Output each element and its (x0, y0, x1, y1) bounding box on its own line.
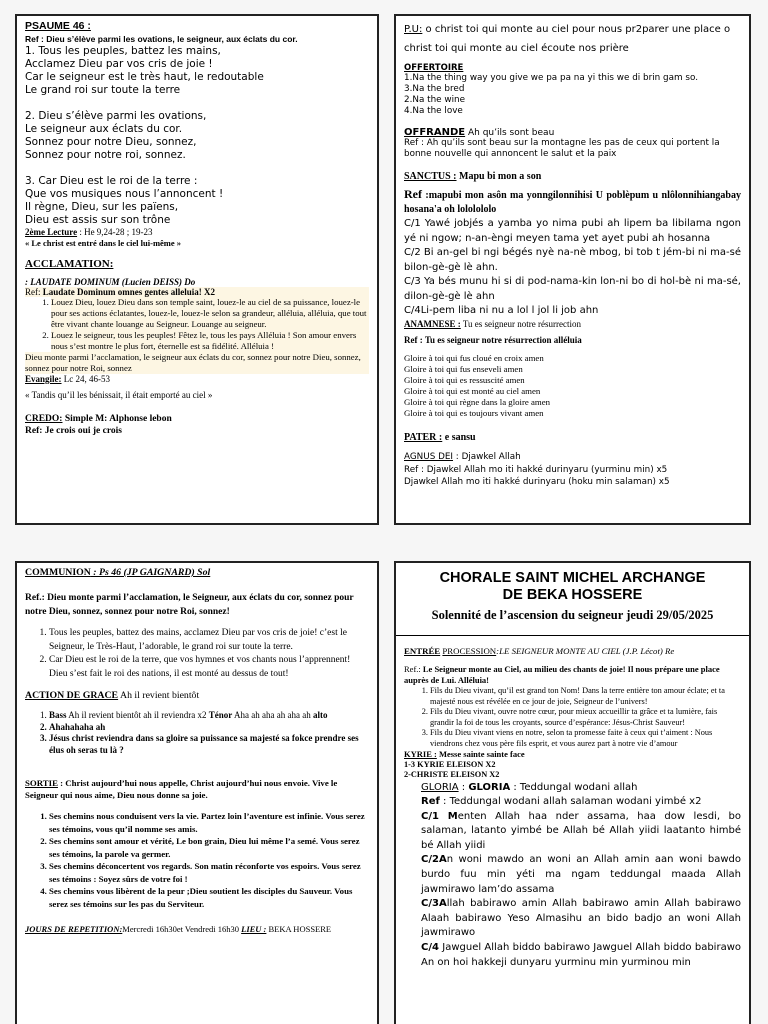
communion-line (25, 567, 369, 578)
list-item: 2.Na the wine (404, 95, 466, 105)
entree-list (404, 686, 741, 749)
couplet: C/2 Bi an-gel bi ngi bégés nyè na-nè mbog, bi tob t jém-bi ni ma-sé bilon-gè-gè lè ahn. (404, 247, 741, 273)
list-item: 1. Tous les peuples, battez des mains, acclamez Dieu par vos cris de joie! c’est le Seigneur, le Très-Haut, l’adorable, le grand roi sur toute la terre. (49, 627, 369, 654)
couplet-text: enten Allah haa nder assama, haa dow lesdi, bo salaman, latanto yimbé be Allah bé Allah yiidi laatanto himbé bé Allah yiidi (421, 810, 741, 851)
verse-line: 2. Dieu s’élève parmi les ovations, (25, 110, 207, 122)
ref-label: Ref.: (404, 664, 423, 674)
offertoire-label: OFFERTOIRE (404, 63, 464, 73)
bold-part: Ténor (208, 710, 233, 720)
lecture-ref: : He 9,24-28 ; 19-23 (77, 227, 153, 237)
couplet: C/3 Ya bés munu hi si di pod-nama-kin lon-ni bo di hol-bè ni ma-sé, dilon-gè-gè lè ahn (404, 276, 741, 302)
psaume-stanza-2 (25, 110, 369, 162)
sortie-label: SORTIE (25, 778, 58, 788)
couplet-label: C/4 (421, 942, 439, 954)
list-item: Gloire à toi qui règne dans la gloire amen (404, 396, 551, 407)
list-item: Gloire à toi qui es ressuscité amen (404, 374, 525, 385)
evangile-quote: « Tandis qu’il les bénissait, il était emporté au ciel » (25, 390, 213, 400)
list-item: 4. Ses chemins vous libèrent de la peur ;Dieu soutient les disciples du Sauveur. Vous serez ses témoins sur les pas du Serviteur. (49, 885, 369, 910)
offrande-ref: Ref : Ah qu’ils sont beau sur la montagne les pas de ceux qui portent la bonne nouvelle qui annoncent le salut et la paix (404, 138, 720, 159)
couplet (421, 941, 741, 970)
panel-pu-offertoire (394, 14, 751, 525)
entree-line (404, 646, 741, 656)
chorale-title-line1: CHORALE SAINT MICHEL ARCHANGE (439, 570, 706, 586)
verse-line: Que vos musiques nous l’annoncent ! (25, 188, 224, 200)
couplet-text: Jawguel Allah biddo babirawo Jawguel Allah biddo babirawo An on hoi hakkeji dunyaru yurminu min yurminou min (421, 942, 741, 968)
kyrie-label: KYRIE : (404, 749, 437, 759)
verse-line: Acclamez Dieu par vos cris de joie ! (25, 58, 213, 70)
kyrie-line-2: 2-CHRISTE ELEISON X2 (404, 770, 500, 779)
couplet: C/1 Yawé jobjés a yamba yo nima pubi ah lipem ba libilama ngon yé ni ngow; n-an-èngi meyen tama yet ayet pubi ah hosanna (404, 218, 741, 244)
list-item: Djawkel Allah mo iti hakké durinyaru (hoku min salaman) x5 (404, 476, 670, 487)
ref-text: Laudate Dominum omnes gentes alleluia! X2 (42, 287, 216, 297)
list-item: 1.Na the thing way you give we pa pa na yi this we di brin gam so. (404, 73, 698, 83)
kyrie-text: Messe sainte sainte face (436, 749, 525, 759)
ref-label: Ref (404, 187, 422, 201)
pater-label: PATER : (404, 431, 443, 443)
verse-line: Il règne, Dieu, sur les païens, (25, 201, 179, 213)
action-line (25, 690, 369, 701)
text-part: Ah il revient bientôt ah il reviendra x2 (66, 710, 209, 720)
bold-part: alto (312, 710, 328, 720)
list-item: Gloire à toi qui est monté au ciel amen (404, 385, 541, 396)
list-item: 3.Na the bred (404, 84, 465, 94)
lecture-line (25, 227, 369, 237)
acclamation-title: ACCLAMATION: (25, 258, 114, 270)
verse-line: 1. Tous les peuples, battez les mains, (25, 45, 221, 57)
communion-ref: Ref.: Dieu monte parmi l’acclamation, le Seigneur, aux éclats du cor, sonnez pour notre Dieu, sonnez, sonnez pour notre Roi, sonnez! (25, 593, 354, 617)
credo-text: Simple M: Alphonse lebon (62, 414, 172, 424)
kyrie-line (404, 749, 741, 760)
pu-text: o christ toi qui monte au ciel pour nous pr2parer une place o christ toi qui monte au ciel écoute nos prière (404, 24, 731, 54)
acclamation-ref (25, 287, 369, 297)
offertoire-list (404, 73, 741, 117)
sortie-text: : Christ aujourd’hui nous appelle, Christ aujourd’hui nous envoie. Vive le Seigneur qui nous aime, Dieu nous donne sa joie. (25, 778, 338, 800)
verse-line: Car le seigneur est le très haut, le redoutable (25, 71, 264, 83)
chorale-subtitle: Solennité de l’ascension du seigneur jeudi 29/05/2025 (431, 608, 714, 622)
gloria-text: : Teddungal wodani allah (510, 781, 638, 793)
sanctus-text: Mapu bi mon a son (456, 171, 542, 182)
list-item: 1. Louez Dieu, louez Dieu dans son temple saint, louez-le au ciel de sa puissance, louez-le pour ses actions éclatantes, louez-le, louez-le selon sa grandeur, alléluia, alléluia, que tout être vivant chante louange au Seigneur. Louange au seigneur. (51, 297, 369, 330)
acclamation-tail: Dieu monte parmi l’acclamation, le seigneur aux éclats du cor, sonnez pour notre Dieu, sonnez, sonnez pour notre Roi, sonnez (25, 352, 369, 374)
psaume-stanza-1 (25, 45, 369, 97)
list-item: 2. Car Dieu est le roi de la terre, que vos hymnes et vos chants nous l’apprennent! Dieu s’est fait le roi des nations, il est monté au dessus de tout! (49, 654, 369, 681)
ref-text: : Teddungal wodani allah salaman wodani yimbé x2 (439, 796, 702, 808)
entree-song: :LE SEIGNEUR MONTE AU CIEL (J.P. Lécot) Re (496, 646, 675, 656)
gloria-line (421, 781, 741, 796)
acclamation-song: : LAUDATE DOMINUM (Lucien DEISS) Do (25, 277, 196, 287)
psaume-stanza-3 (25, 175, 369, 227)
couplet-label: C/1 M (421, 810, 458, 822)
list-item: Ref : Djawkel Allah mo iti hakké durinyaru (yurminu min) x5 (404, 464, 668, 475)
list-item: 1. Ses chemins nous conduisent vers la vie. Partez loin l’aventure est infinie. Vous serez ses témoins, vous qu’il nomme ses amis. (49, 810, 369, 835)
communion-song: : Ps 46 (JP GAIGNARD) Sol (90, 567, 211, 578)
lieu-label: LIEU : (241, 924, 267, 934)
panel-chorale (394, 561, 751, 1024)
ref-label: Ref (421, 796, 440, 808)
ref-text: Le Seigneur monte au Ciel, au milieu des chants de joie! Il nous prépare une place auprès de Lui. Alléluia! (404, 664, 720, 685)
sanctus-ref (404, 187, 741, 217)
offrande-line (404, 127, 741, 138)
panel-communion (15, 561, 379, 1024)
couplet-label: C/3A (421, 898, 447, 910)
list-item: Gloire à toi qui fus enseveli amen (404, 363, 523, 374)
credo-line (25, 414, 369, 424)
credo-label: CREDO: (25, 414, 63, 424)
verse-line: Sonnez pour notre roi, sonnez. (25, 149, 186, 161)
lecture-quote: « Le christ est entré dans le ciel lui-même » (25, 238, 182, 248)
pu-line (404, 20, 741, 58)
anamnese-ref: Ref : Tu es seigneur notre résurrection alléluia (404, 334, 582, 345)
acclamation-list (25, 297, 369, 352)
sanctus-couplets (404, 217, 741, 319)
agnus-text: : Djawkel Allah (453, 451, 521, 462)
action-text: Ah il revient bientôt (118, 690, 200, 701)
list-item (49, 710, 369, 722)
list-item: Gloire à toi qui fus cloué en croix amen (404, 352, 544, 363)
gloria-sep: : (458, 781, 469, 793)
ref-label: Ref: (25, 287, 43, 297)
jours-line (25, 924, 369, 934)
evangile-line (25, 374, 369, 384)
chorale-title-line2: DE BEKA HOSSERE (502, 587, 643, 603)
psaume-title: PSAUME 46 : (25, 20, 91, 32)
list-item: 4.Na the love (404, 106, 463, 116)
jours-text: Mercredi 16h30et Vendredi 16h30 (122, 924, 242, 934)
offrande-text: Ah qu’ils sont beau (465, 128, 555, 138)
couplet (421, 897, 741, 941)
pater-line (404, 432, 741, 443)
pater-text: e sansu (442, 431, 476, 443)
lieu-text: BEKA HOSSERE (266, 924, 332, 934)
text-part: Aha ah aha ah aha ah (232, 710, 313, 720)
action-label: ACTION DE GRACE (25, 690, 119, 701)
entree-label: ENTRÉE (404, 646, 441, 656)
verse-line: 3. Car Dieu est le roi de la terre : (25, 175, 198, 187)
list-item: 3. Ses chemins déconcertent vos regards. Son matin réconforte vos espoirs. Vous serez ses témoins : Soyez sûrs de votre foi ! (49, 860, 369, 885)
action-list (25, 710, 369, 756)
verse-line: Sonnez pour notre Dieu, sonnez, (25, 136, 197, 148)
title-divider (396, 635, 749, 636)
couplet-text: llah babirawo amin Allah babirawo amin Allah babirawo Alaah babirawo Yeso Almasihu an bido badjo an woni Allah jawmirawo (421, 898, 741, 939)
gloria-ref (421, 795, 741, 810)
couplet-label: C/2A (421, 854, 447, 866)
sortie-list (25, 810, 369, 910)
list-item: 2. Ahahahaha ah (49, 722, 369, 734)
list-item: 2. Ses chemins sont amour et vérité, Le bon grain, Dieu lui même l’a semé. Vous serez ses témoins, la parole va germer. (49, 835, 369, 860)
sortie-line (25, 777, 369, 801)
offrande-label: OFFRANDE (404, 127, 466, 138)
bold-part: Bass (49, 710, 67, 720)
verse-line: Le grand roi sur toute la terre (25, 84, 181, 96)
couplet-text: n woni mawdo an woni an Allah amin aan woni bawdo burdo fuu min yéti ma ngam teddungal maada Allah jawmirawo lam’do assama (421, 854, 741, 895)
gloire-list (404, 353, 741, 419)
communion-label: COMMUNION (25, 567, 91, 578)
ref-text: :mapubi mon asôn ma yonngilonnihisi U poblèpum u nlôlonnihiangabay hosana'a oh lololololo (404, 190, 741, 215)
sanctus-line (404, 171, 741, 182)
evangile-ref: Lc 24, 46-53 (61, 374, 111, 384)
pu-label: P.U: (404, 24, 423, 35)
verse-line: Dieu est assis sur son trône (25, 214, 171, 226)
gloria-b: GLORIA (468, 781, 511, 793)
jours-label: JOURS DE REPETITION: (25, 924, 123, 934)
list-item: 3. Jésus christ reviendra dans sa gloire sa puissance sa majesté sa fokce prendre ses élus oh seras tu là ? (49, 733, 369, 756)
gloria-block (404, 781, 741, 971)
sanctus-label: SANCTUS : (404, 171, 457, 182)
list-item: 2. Fils du Dieu vivant, ouvre notre cœur, pour mieux accueillir ta grâce et ta lumière, fais grandir la foi de tous les croyants, source d’espérance: Jésus-Christ Sauveur! (430, 707, 741, 728)
anamnese-label: ANAMNESE : (404, 318, 461, 329)
agnus-list (404, 464, 741, 488)
psaume-ref: Ref : Dieu s’élève parmi les ovations, le seigneur, aux éclats du cor. (25, 34, 298, 44)
anamnese-text: Tu es seigneur notre résurrection (460, 318, 581, 329)
anamnese-line (404, 319, 741, 329)
couplet: C/4Li-pem liba ni nu a lol l jol li job ahn (404, 305, 599, 316)
verse-line: Le seigneur aux éclats du cor. (25, 123, 183, 135)
couplet (421, 810, 741, 854)
entree-ref (404, 664, 741, 686)
couplet (421, 853, 741, 897)
credo-ref: Ref: Je crois oui je crois (25, 426, 122, 436)
agnus-label: AGNUS DEI (404, 451, 454, 462)
kyrie-line-1: 1-3 KYRIE ELEISON X2 (404, 759, 496, 769)
gloria-label: GLORIA (421, 781, 459, 793)
evangile-label: Evangile: (25, 374, 62, 384)
list-item: 2. Louez le seigneur, tous les peuples! Fêtez le, tous les pays Alléluia ! Son amour envers nous s’est montre le plus fort, éternelle est sa fidélité. Alléluia ! (51, 330, 369, 352)
panel-psaume (15, 14, 379, 525)
procession-label: PROCESSION (442, 646, 497, 656)
agnus-line (404, 452, 741, 462)
list-item: Gloire à toi qui es toujours vivant amen (404, 407, 544, 418)
list-item: 1. Fils du Dieu vivant, qu’il est grand ton Nom! Dans la terre entière ton amour éclate; et ta majesté nous est révélée en ce jour de joie, Seigneur de l’univers! (430, 686, 741, 707)
communion-list (25, 627, 369, 681)
lecture-label: 2ème Lecture (25, 227, 78, 237)
list-item: 3. Fils du Dieu vivant viens en notre, selon ta promesse faite à ceux qui t’aiment : Nous viendrons chez vous père fils esprit, et vous aurez part à notre vie d’amour (430, 728, 741, 749)
